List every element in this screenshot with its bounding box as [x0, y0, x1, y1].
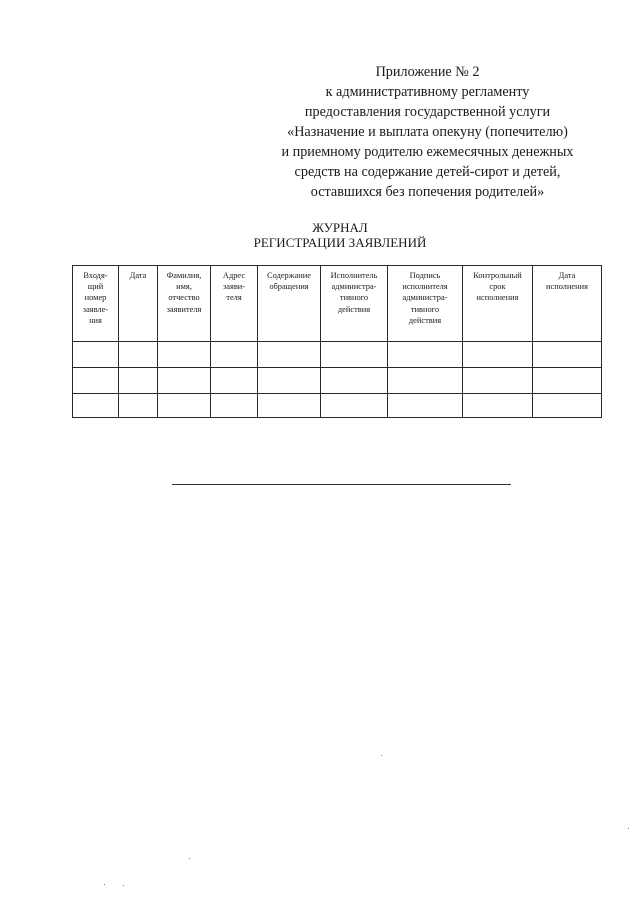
column-header-incoming-number: Входя- щий номер заявле- ния: [73, 266, 119, 342]
signature-line: [172, 484, 511, 485]
appendix-header: [255, 62, 600, 202]
appendix-line: предоставления государственной услуги: [304, 104, 551, 120]
column-header-applicant-address: Адрес заяви- теля: [211, 266, 258, 342]
table-cell: [258, 342, 321, 368]
table-cell: [258, 394, 321, 418]
column-header-completion-date: Дата исполнения: [533, 266, 602, 342]
scan-speck: [628, 828, 629, 829]
table-cell: [211, 342, 258, 368]
appendix-line: Приложение № 2: [375, 64, 480, 80]
table-cell: [533, 394, 602, 418]
appendix-line: к административному регламенту: [325, 84, 530, 100]
table-cell: [211, 368, 258, 394]
table-header-row: [73, 266, 602, 342]
scan-speck: [123, 885, 124, 886]
table-cell: [158, 342, 211, 368]
table-cell: [388, 394, 463, 418]
table-cell: [533, 368, 602, 394]
table-cell: [321, 368, 388, 394]
column-header-request-content: Содержание обращения: [258, 266, 321, 342]
appendix-line: и приемному родителю ежемесячных денежных: [281, 144, 574, 160]
journal-title-line1: ЖУРНАЛ: [312, 220, 368, 235]
journal-title-line2: РЕГИСТРАЦИИ ЗАЯВЛЕНИЙ: [253, 235, 427, 250]
table-cell: [321, 342, 388, 368]
table-cell: [533, 342, 602, 368]
table-cell: [463, 394, 533, 418]
table-row: [73, 342, 602, 368]
table-cell: [211, 394, 258, 418]
table-cell: [158, 368, 211, 394]
appendix-line: «Назначение и выплата опекуну (попечителю): [287, 124, 568, 140]
scan-speck: [381, 755, 382, 756]
table-cell: [321, 394, 388, 418]
table-cell: [119, 342, 158, 368]
column-header-applicant-name: Фамилия, имя, отчество заявителя: [158, 266, 211, 342]
table-cell: [73, 342, 119, 368]
table-row: [73, 368, 602, 394]
table-cell: [463, 368, 533, 394]
column-header-date: Дата: [119, 266, 158, 342]
column-header-control-deadline: Контрольный срок исполнения: [463, 266, 533, 342]
column-header-executor-signature: Подпись исполнителя администра- тивного действия: [388, 266, 463, 342]
appendix-line: средств на содержание детей-сирот и детей,: [294, 164, 561, 180]
table-cell: [158, 394, 211, 418]
table-cell: [119, 394, 158, 418]
scan-speck: [189, 858, 190, 859]
table-cell: [258, 368, 321, 394]
table-cell: [73, 368, 119, 394]
table-cell: [463, 342, 533, 368]
table-cell: [119, 368, 158, 394]
column-header-executor: Исполнитель администра- тивного действия: [321, 266, 388, 342]
table-cell: [388, 342, 463, 368]
table-row: [73, 394, 602, 418]
register-table: [72, 265, 602, 418]
journal-title: [200, 220, 480, 250]
appendix-line: оставшихся без попечения родителей»: [310, 184, 545, 200]
table-cell: [388, 368, 463, 394]
scan-speck: [104, 884, 105, 885]
table-cell: [73, 394, 119, 418]
